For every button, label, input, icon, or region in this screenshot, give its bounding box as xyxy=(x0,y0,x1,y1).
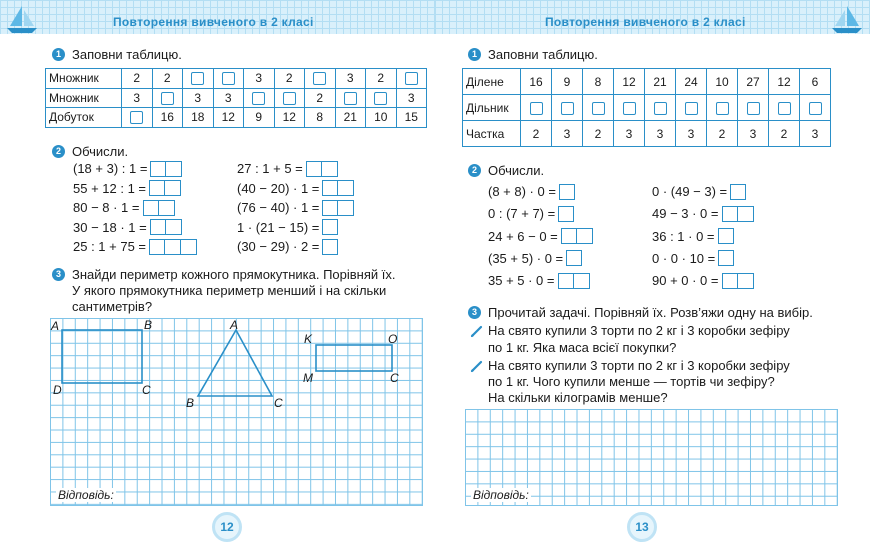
row-label: Добуток xyxy=(46,108,122,128)
answer-box[interactable] xyxy=(778,102,791,115)
vertex-label: C xyxy=(274,396,283,410)
answer-digit-box[interactable] xyxy=(566,250,582,266)
table-cell: 3 xyxy=(614,121,645,147)
row-label: Частка xyxy=(463,121,521,147)
expression-text: 1 · (21 − 15) = xyxy=(237,219,320,235)
expression-text: 27 : 1 + 5 = xyxy=(237,161,303,176)
rectangle-kocm xyxy=(316,345,392,371)
answer-boxes[interactable] xyxy=(561,228,593,244)
answer-boxes[interactable] xyxy=(730,184,746,200)
vertex-label: C xyxy=(390,371,399,385)
answer-label: Відповідь: xyxy=(58,488,114,502)
expression-row xyxy=(652,250,734,267)
problem-line: по 1 кг. Яка маса всієї покупки? xyxy=(488,340,677,355)
table-cell-blank[interactable] xyxy=(521,95,552,121)
vertex-label: K xyxy=(304,332,313,346)
table-cell: 2 xyxy=(274,69,305,89)
expression-row xyxy=(652,183,746,200)
answer-digit-box[interactable] xyxy=(738,206,754,222)
table-cell: 2 xyxy=(521,121,552,147)
answer-digit-box[interactable] xyxy=(577,228,593,244)
answer-box[interactable] xyxy=(592,102,605,115)
vertex-label: A xyxy=(230,318,239,332)
table-cell: 3 xyxy=(335,69,366,89)
table-cell: 18 xyxy=(183,108,214,128)
table-cell: 2 xyxy=(769,121,800,147)
table-cell: 21 xyxy=(645,69,676,95)
table-cell: 3 xyxy=(213,88,244,108)
answer-boxes[interactable] xyxy=(722,206,754,222)
vertex-label: B xyxy=(186,396,195,410)
answer-box[interactable] xyxy=(530,102,543,115)
table-cell: 3 xyxy=(244,69,275,89)
pencil-icon xyxy=(470,324,484,338)
task-instruction: Заповни таблицю. xyxy=(488,47,598,62)
expression-text: 25 : 1 + 75 = xyxy=(73,239,147,254)
expression-text: 55 + 12 : 1 = xyxy=(73,180,147,196)
answer-boxes[interactable] xyxy=(558,273,590,289)
table-cell-blank[interactable] xyxy=(738,95,769,121)
table-cell: 21 xyxy=(335,108,366,128)
expression-text: (76 − 40) · 1 = xyxy=(237,200,320,215)
answer-label: Відповідь: xyxy=(473,488,529,502)
expression-text: 90 + 0 · 0 = xyxy=(652,273,719,289)
expression-text: (8 + 8) · 0 = xyxy=(488,184,556,199)
answer-digit-box[interactable] xyxy=(558,273,574,289)
answer-digit-box[interactable] xyxy=(718,250,734,266)
answer-digit-box[interactable] xyxy=(574,273,590,289)
expression-text: 0 · (49 − 3) = xyxy=(652,184,728,199)
table-cell: 3 xyxy=(183,88,214,108)
answer-boxes[interactable] xyxy=(718,250,734,266)
table-cell: 3 xyxy=(738,121,769,147)
table-cell: 16 xyxy=(152,108,183,128)
table-cell: 3 xyxy=(122,88,153,108)
task-number-badge: 2 xyxy=(468,164,481,177)
task-instruction: Прочитай задачі. Порівняй їх. Розв’яжи одну на вибір. xyxy=(488,305,813,320)
task-instruction-line: У якого прямокутника периметр менший і на скільки xyxy=(72,283,387,298)
row-label: Множник xyxy=(46,88,122,108)
row-label: Дільник xyxy=(463,95,521,121)
table-cell-blank[interactable] xyxy=(552,95,583,121)
answer-boxes[interactable] xyxy=(566,250,582,266)
page-number: 13 xyxy=(627,512,657,542)
page-header-title: Повторення вивченого в 2 класі xyxy=(113,15,314,29)
table-cell-blank[interactable] xyxy=(676,95,707,121)
table-cell: 2 xyxy=(366,69,397,89)
expression-text: 0 · 0 · 10 = xyxy=(652,250,716,266)
vertex-label: A xyxy=(51,319,60,333)
table-cell: 27 xyxy=(738,69,769,95)
table-cell: 2 xyxy=(305,88,336,108)
table-cell: 3 xyxy=(800,121,831,147)
expression-row xyxy=(652,228,734,245)
page-header-title: Повторення вивченого в 2 класі xyxy=(545,15,746,29)
table-row xyxy=(463,69,831,95)
answer-box[interactable] xyxy=(716,102,729,115)
table-cell: 12 xyxy=(614,69,645,95)
answer-digit-box[interactable] xyxy=(722,206,738,222)
task-number-badge: 3 xyxy=(52,268,65,281)
task-instruction-line: сантиметрів? xyxy=(72,299,153,314)
answer-box[interactable] xyxy=(623,102,636,115)
expression-row xyxy=(652,205,754,222)
table-cell: 8 xyxy=(305,108,336,128)
expression-text: 30 − 18 · 1 = xyxy=(73,219,147,235)
table-cell: 2 xyxy=(152,69,183,89)
row-label: Множник xyxy=(46,69,122,89)
expression-text: (35 + 5) · 0 = xyxy=(488,250,564,266)
triangle-abc xyxy=(198,330,272,396)
vertex-label: O xyxy=(388,332,398,346)
page-right xyxy=(435,0,870,553)
page-number: 12 xyxy=(212,512,242,542)
answer-box[interactable] xyxy=(561,102,574,115)
vertex-label: M xyxy=(303,371,313,385)
vertex-label: D xyxy=(53,383,62,397)
answer-digit-box[interactable] xyxy=(722,273,738,289)
expression-row xyxy=(488,250,582,267)
expression-text: 49 − 3 · 0 = xyxy=(652,206,719,222)
expression-row xyxy=(488,228,593,245)
task-instruction: Обчисли. xyxy=(488,163,545,178)
table-cell-blank[interactable] xyxy=(583,95,614,121)
answer-digit-box[interactable] xyxy=(718,228,734,244)
answer-boxes[interactable] xyxy=(722,273,754,289)
expression-row xyxy=(488,272,590,289)
table-cell: 3 xyxy=(645,121,676,147)
table-cell-blank[interactable] xyxy=(645,95,676,121)
table-cell: 15 xyxy=(396,108,427,128)
task-number-badge: 1 xyxy=(468,48,481,61)
answer-digit-box[interactable] xyxy=(738,273,754,289)
vertex-label: C xyxy=(142,383,151,397)
table-cell: 2 xyxy=(707,121,738,147)
table-row xyxy=(463,121,831,147)
table-cell: 2 xyxy=(583,121,614,147)
expression-text: (30 − 29) · 2 = xyxy=(237,239,320,254)
table-cell-blank[interactable] xyxy=(800,95,831,121)
answer-digit-box[interactable] xyxy=(559,184,575,200)
task-instruction: Заповни таблицю. xyxy=(72,47,182,62)
sailboat-icon xyxy=(829,4,865,34)
table-cell-blank[interactable] xyxy=(614,95,645,121)
expression-text: (40 − 20) · 1 = xyxy=(237,180,320,196)
division-table xyxy=(462,68,831,147)
answer-digit-box[interactable] xyxy=(561,228,577,244)
expression-row xyxy=(488,183,575,200)
expression-text: 36 : 1 · 0 = xyxy=(652,228,715,244)
table-cell: 8 xyxy=(583,69,614,95)
task-instruction-line: Знайди периметр кожного прямокутника. Порівняй їх. xyxy=(72,267,396,282)
pencil-icon xyxy=(470,359,484,373)
problem-line: по 1 кг. Чого купили менше — тортів чи зефіру? xyxy=(488,374,775,389)
table-cell: 12 xyxy=(769,69,800,95)
problem-line: На скільки кілограмів менше? xyxy=(488,390,668,405)
expression-row xyxy=(652,272,754,289)
expression-row xyxy=(488,205,574,222)
task-instruction: Обчисли. xyxy=(72,144,129,159)
expression-text: (18 + 3) : 1 = xyxy=(73,161,148,176)
expression-text: 24 + 6 − 0 = xyxy=(488,228,558,244)
table-cell: 2 xyxy=(122,69,153,89)
answer-box[interactable] xyxy=(685,102,698,115)
table-cell: 6 xyxy=(800,69,831,95)
expression-text: 0 : (7 + 7) = xyxy=(488,206,556,222)
table-cell: 24 xyxy=(676,69,707,95)
answer-digit-box[interactable] xyxy=(730,184,746,200)
table-cell: 3 xyxy=(676,121,707,147)
row-label: Ділене xyxy=(463,69,521,95)
expression-text: 35 + 5 · 0 = xyxy=(488,273,555,289)
rectangle-abcd xyxy=(62,330,142,383)
table-cell: 10 xyxy=(366,108,397,128)
problem-line: На свято купили 3 торти по 2 кг і 3 коробки зефіру xyxy=(488,323,790,338)
answer-boxes[interactable] xyxy=(558,206,574,222)
table-cell: 12 xyxy=(274,108,305,128)
table-cell: 9 xyxy=(552,69,583,95)
answer-box[interactable] xyxy=(809,102,822,115)
task-number-badge: 1 xyxy=(52,48,65,61)
expression-text: 80 − 8 · 1 = xyxy=(73,200,140,215)
table-cell: 3 xyxy=(552,121,583,147)
table-cell: 12 xyxy=(213,108,244,128)
table-cell: 10 xyxy=(707,69,738,95)
table-cell-blank[interactable] xyxy=(769,95,800,121)
table-cell: 3 xyxy=(396,88,427,108)
task-number-badge: 2 xyxy=(52,145,65,158)
answer-box[interactable] xyxy=(654,102,667,115)
vertex-label: B xyxy=(144,318,153,332)
answer-boxes[interactable] xyxy=(718,228,734,244)
answer-digit-box[interactable] xyxy=(558,206,574,222)
table-cell: 9 xyxy=(244,108,275,128)
task-number-badge: 3 xyxy=(468,306,481,319)
table-cell-blank[interactable] xyxy=(707,95,738,121)
table-row xyxy=(463,95,831,121)
answer-box[interactable] xyxy=(747,102,760,115)
answer-boxes[interactable] xyxy=(559,184,575,200)
problem-line: На свято купили 3 торти по 2 кг і 3 коробки зефіру xyxy=(488,358,790,373)
table-cell: 16 xyxy=(521,69,552,95)
